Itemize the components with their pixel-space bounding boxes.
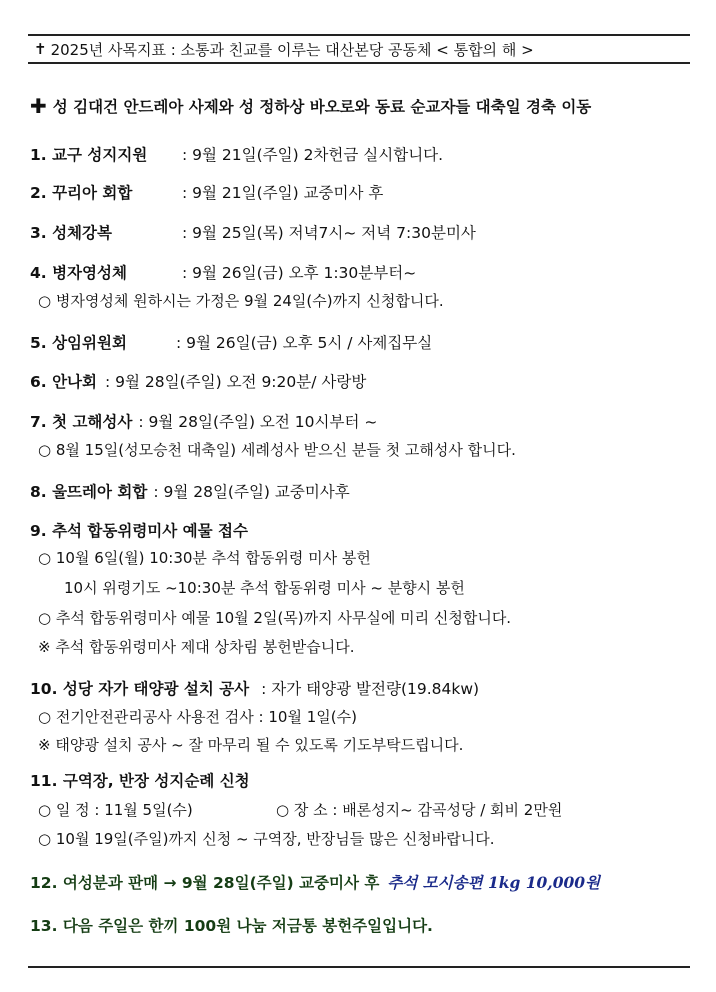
list-item [30,410,377,432]
list-item [30,181,383,203]
item-title: 10. 성당 자가 태양광 설치 공사 [30,680,250,698]
item-detail: : 9월 21일(주일) 2차헌금 실시합니다. [182,146,444,164]
list-item [30,769,250,791]
pastoral-goal-text: 2025년 사목지표 : 소통과 친교를 이루는 대산본당 공동체 < 통합의 해 > [50,40,534,59]
item-detail: : 9월 26일(금) 오후 5시 / 사제집무실 [176,334,433,352]
list-item [30,370,366,392]
item-detail: : 9월 28일(주일) 오전 10시부터 ~ [138,413,378,431]
item-detail: : 9월 28일(주일) 교중미사후 [153,483,350,501]
item-sub-line: ※ 추석 합동위령미사 제대 상차림 봉헌받습니다. [38,638,355,656]
list-item [30,914,433,936]
item-sub-line: 10시 위령기도 ~10:30분 추석 합동위령 미사 ~ 분향시 봉헌 [64,579,465,597]
item-detail-songpyeon: 추석 모시송편 1kg 10,000원 [387,873,601,892]
item-sub-line: ○ 전기안전관리공사 사용전 검사 : 10월 1일(수) [38,708,357,726]
list-item [30,480,350,502]
item-sub-line: ○ 10월 19일(주일)까지 신청 ~ 구역장, 반장님들 많은 신청바랍니다. [38,830,495,848]
list-item [30,519,248,541]
list-item [30,331,432,353]
item-title: 1. 교구 성지지원 [30,146,148,164]
item-title: 4. 병자영성체 [30,264,127,282]
item-sub-line: ○ 10월 6일(월) 10:30분 추석 합동위령 미사 봉헌 [38,549,371,567]
feast-notice [30,93,700,117]
item-detail: : 자가 태양광 발전량(19.84kw) [261,680,480,698]
item-sub-line: ○ 병자영성체 원하시는 가정은 9월 24일(수)까지 신청합니다. [38,292,444,310]
item-title: 3. 성체강복 [30,224,112,242]
item-title: 2. 꾸리아 회합 [30,184,133,202]
list-item [30,221,476,243]
list-item [30,677,479,699]
list-item [30,261,416,283]
item-detail: : 9월 26일(금) 오후 1:30분부터~ [182,264,417,282]
item-detail: : 9월 28일(주일) 오전 9:20분/ 사랑방 [105,373,367,391]
feast-notice-text: 성 김대건 안드레아 사제와 성 정하상 바오로와 동료 순교자들 대축일 경축 이동 [52,98,592,116]
list-item [30,871,600,893]
plus-cross-icon: ✚ [30,94,47,118]
item-title: 11. 구역장, 반장 성지순례 신청 [30,772,250,790]
item-sub-line: ○ 추석 합동위령미사 예물 10월 2일(목)까지 사무실에 미리 신청합니다. [38,609,512,627]
item-sub-line: ○ 8월 15일(성모승천 대축일) 세례성사 받으신 분들 첫 고해성사 합니다. [38,441,516,459]
header-banner [28,34,690,64]
item-title: 7. 첫 고해성사 [30,413,133,431]
item-sub-line: ※ 태양광 설치 공사 ~ 잘 마무리 될 수 있도록 기도부탁드립니다. [38,736,464,754]
item-title: 8. 울뜨레아 회합 [30,483,148,501]
item-sub-line: ○ 일 정 : 11월 5일(수) [38,801,193,819]
item-title: 5. 상임위원회 [30,334,127,352]
item-detail: : 9월 25일(목) 저녁7시~ 저녁 7:30분미사 [182,224,476,242]
item-title: 12. 여성분과 판매 → 9월 28일(주일) 교중미사 후 [30,874,380,892]
cross-icon: ✝ [34,40,47,58]
item-title: 13. 다음 주일은 한끼 100원 나눔 저금통 봉헌주일입니다. [30,917,433,935]
item-title: 6. 안나회 [30,373,97,391]
item-detail: : 9월 21일(주일) 교중미사 후 [182,184,384,202]
footer-divider [28,966,690,968]
item-title: 9. 추석 합동위령미사 예물 접수 [30,522,248,540]
list-item [30,143,443,165]
item-sub-line: ○ 장 소 : 배론성지~ 감곡성당 / 회비 2만원 [276,801,563,819]
